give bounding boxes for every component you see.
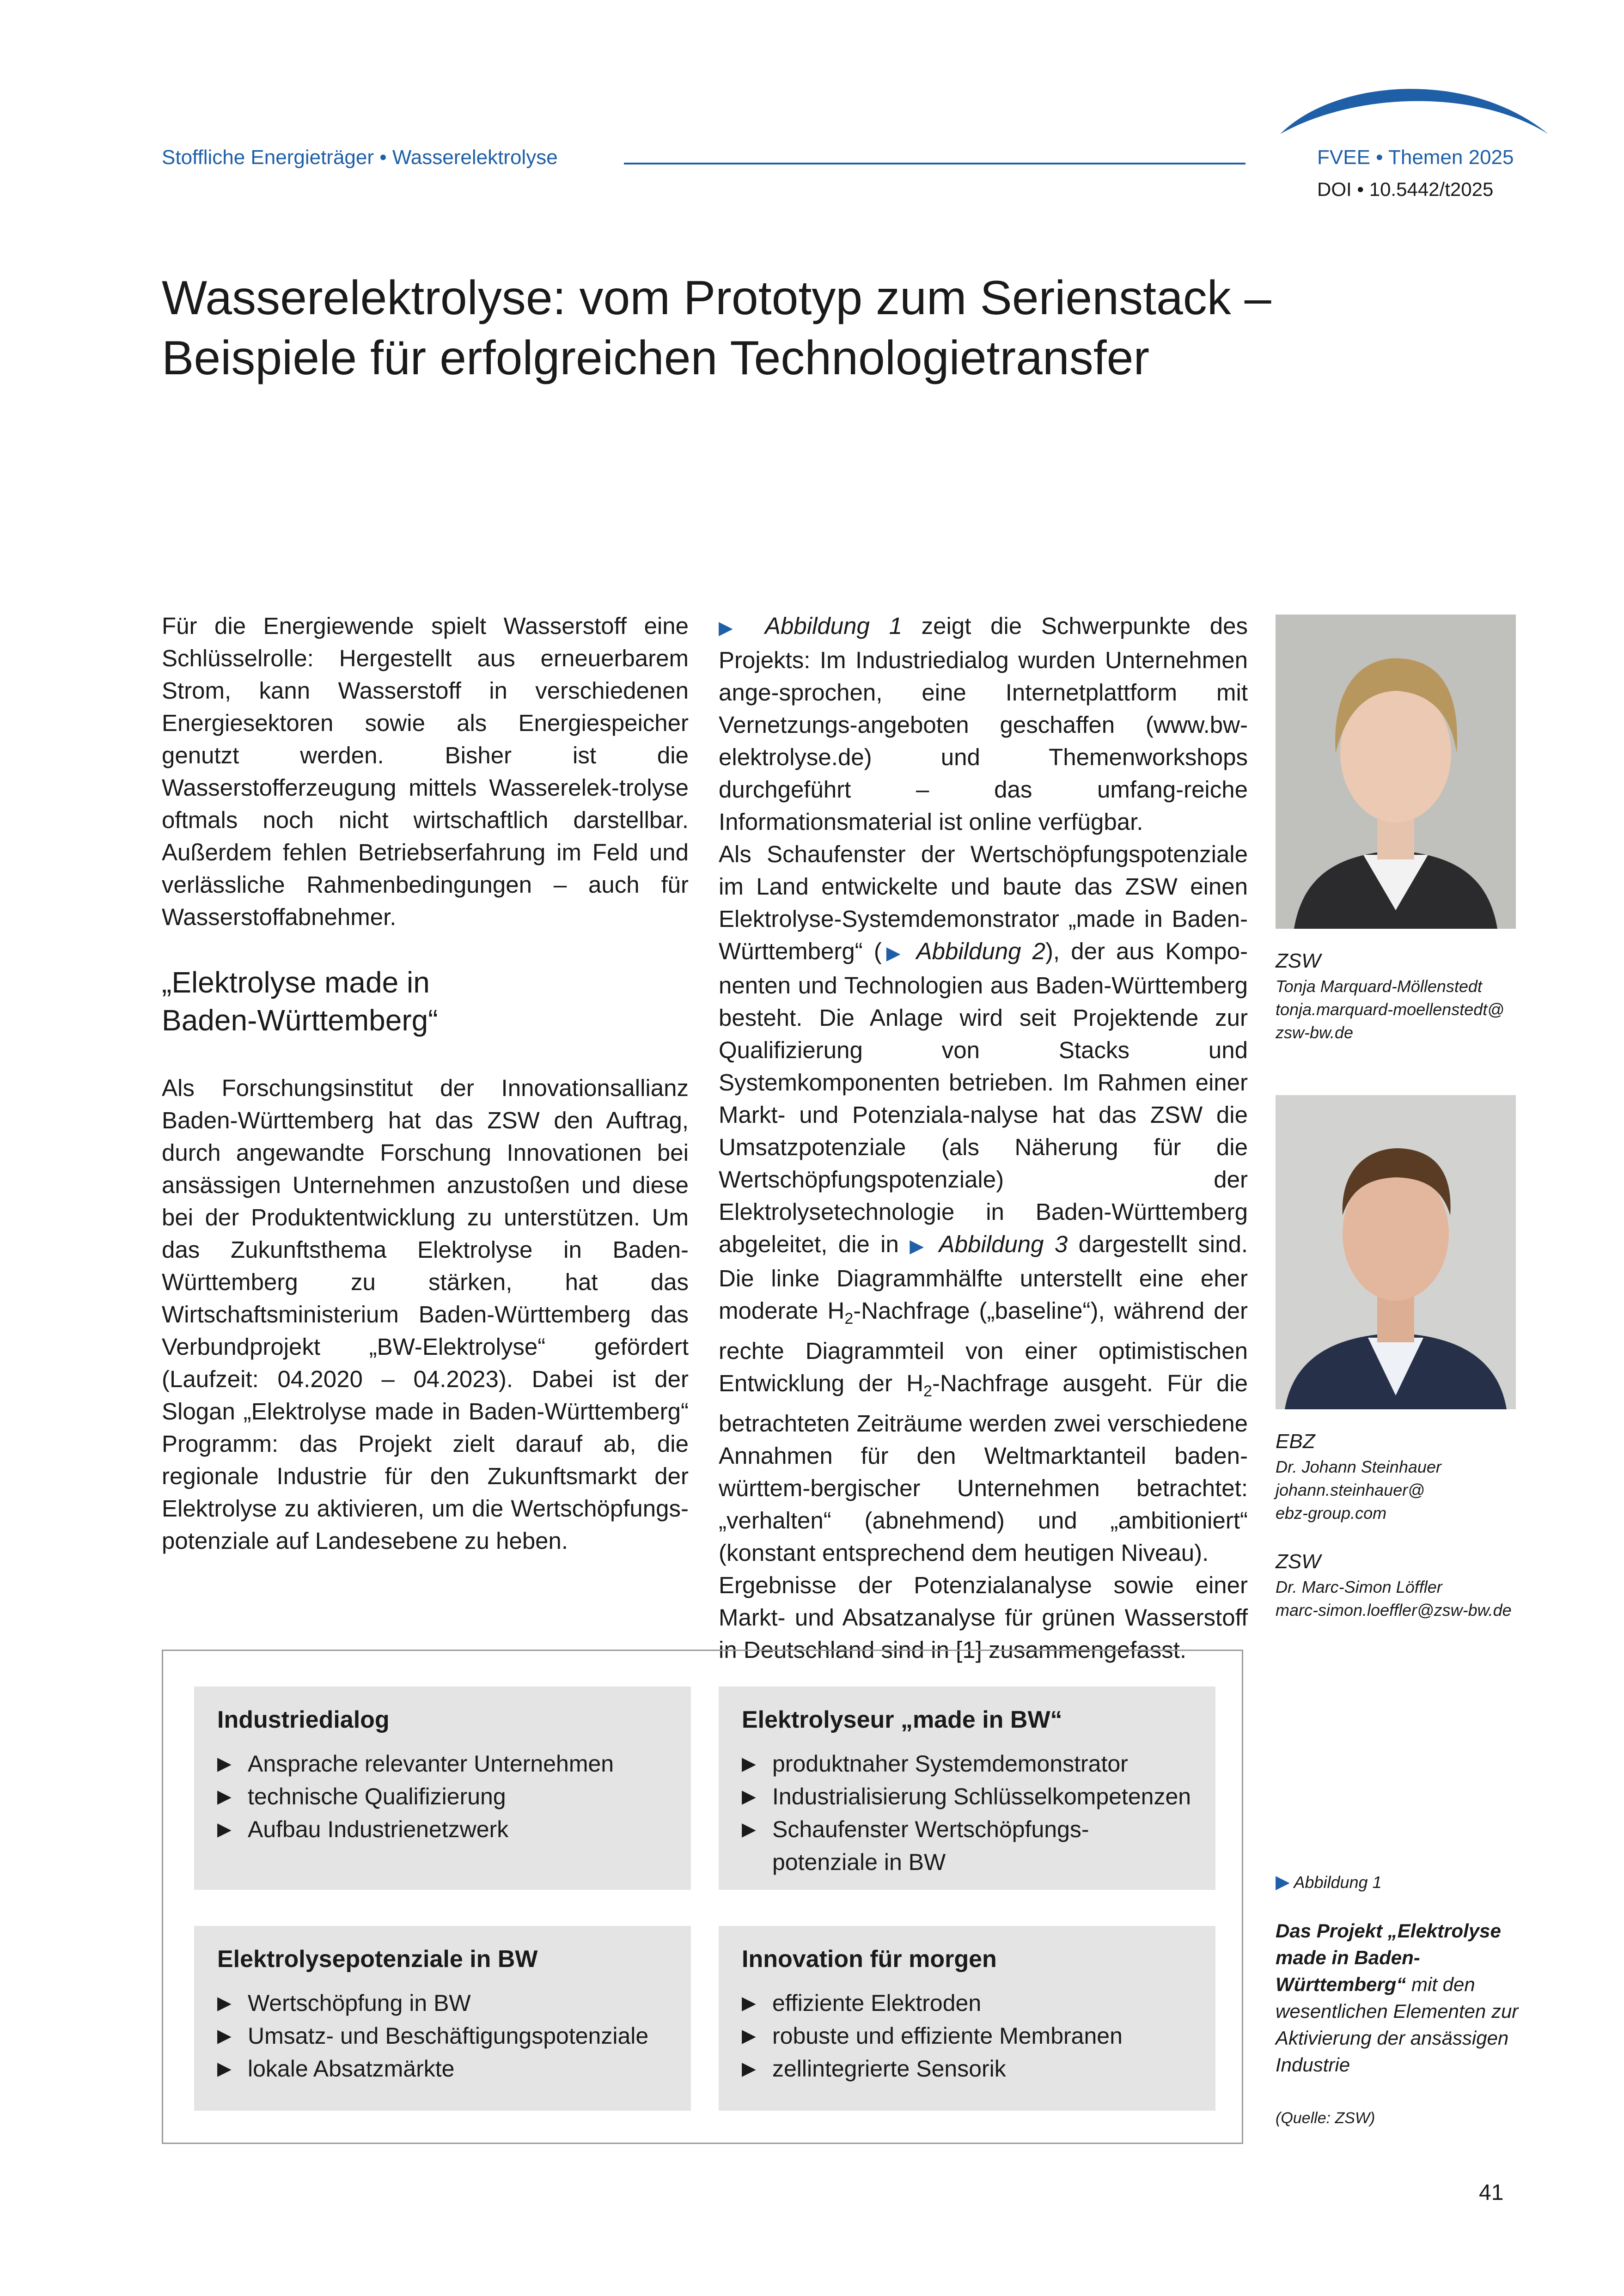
column-2-paragraph-1 (719, 610, 1248, 838)
figure-ref-3[interactable]: Abbildung 3 (939, 1231, 1068, 1257)
article-title (162, 268, 1317, 388)
author-email[interactable]: tonja.marquard-moellenstedt@ (1276, 1000, 1504, 1019)
subheading (162, 963, 689, 1039)
header-arc-logo (1276, 69, 1553, 143)
p2-text-d: -Nachfrage („baseline“), während der rechte Diagrammteil von einer optimistischen Entwicklung der H (719, 1297, 1248, 1397)
author-email[interactable]: johann.steinhauer@ (1276, 1480, 1425, 1499)
intro-paragraph: Für die Energiewende spielt Wasserstoff eine Schlüsselrolle: Hergestellt aus erneuerbarem Strom, kann Wasserstoff in verschiedenen Energiesektoren sowie als Energiespeicher genutzt werden. Bisher ist die Wasserstofferzeugung mittels Wasserelek-trolyse oftmals noch nicht wirtschaftlich darstellbar. Außerdem fehlen Betriebserfahrung im Feld und verlässliche Rahmenbedingungen – auch für Wasserstoffabnehmer. (162, 613, 689, 930)
triangle-bullet-icon: ▶ (742, 1786, 756, 1807)
card-list (217, 1987, 668, 2085)
list-item: ▶ technische Qualifizierung (217, 1780, 668, 1813)
triangle-bullet-icon: ▶ (742, 1993, 756, 2013)
triangle-bullet-icon: ▶ (742, 1819, 756, 1839)
title-line-2: Beispiele für erfolgreichen Technologietransfer (162, 331, 1150, 385)
figure-source: (Quelle: ZSW) (1276, 2109, 1375, 2127)
author-name: Dr. Marc-Simon Löffler (1276, 1577, 1442, 1596)
column-2-paragraph-2 (719, 838, 1248, 1569)
list-item: ▶ zellintegrierte Sensorik (742, 2052, 1192, 2085)
arrow-right-icon: ▶ (719, 618, 746, 638)
card-list (742, 1987, 1192, 2085)
list-item: ▶ produktnaher Systemdemonstrator (742, 1748, 1192, 1780)
subheading-line-1: „Elektrolyse made in (162, 966, 430, 999)
triangle-bullet-icon: ▶ (217, 1786, 232, 1807)
p1-text: zeigt die Schwerpunkte des Projekts: Im Industriedialog wurden Unternehmen ange-sprochen, eine Internetplattform mit Vernetzungs-angeboten geschaffen (www.bw-elektrolyse.de) und Themenworkshops durchgeführt – das umfang-reiche Informationsmaterial ist online verfügbar. (719, 613, 1248, 835)
author-org: EBZ (1276, 1430, 1315, 1453)
list-item: ▶ Ansprache relevanter Unternehmen (217, 1748, 668, 1780)
header-section-label: Stoffliche Energieträger • Wasserelektrolyse (162, 146, 558, 169)
arrow-right-icon: ▶ (881, 943, 905, 963)
list-item: ▶ Wertschöpfung in BW (217, 1987, 668, 2020)
arrow-right-icon: ▶ (910, 1236, 928, 1256)
card-title: Innovation für morgen (742, 1946, 997, 1973)
list-item: ▶ robuste und effiziente Membranen (742, 2020, 1192, 2052)
triangle-bullet-icon: ▶ (217, 2058, 232, 2079)
figure-card-industriedialog (194, 1687, 691, 1890)
caption-ref-label: Abbildung 1 (1294, 1873, 1382, 1892)
author-block-3 (1276, 1548, 1534, 1622)
list-item: ▶ Umsatz- und Beschäftigungspotenziale (217, 2020, 668, 2052)
author-photo-2 (1276, 1095, 1516, 1409)
triangle-bullet-icon: ▶ (217, 2026, 232, 2046)
caption-rest: mit den wesentlichen Elementen zur Aktivierung der ansässigen Industrie (1276, 1973, 1519, 2076)
body-paragraph: Als Forschungsinstitut der Innovationsallianz Baden-Württemberg hat das ZSW den Auftrag, durch angewandte Forschung Innovationen bei ansässigen Unternehmen anzustoßen und diese bei der Produktentwicklung zu unterstützen. Um das Zukunftsthema Elektrolyse in Baden-Württemberg zu stärken, hat das Wirtschaftsministerium Baden-Württemberg das Verbundprojekt „BW-Elektrolyse“ gefördert (Laufzeit: 04.2020 – 04.2023). Dabei ist der Slogan „Elektrolyse made in Baden-Württemberg“ Programm: das Projekt zielt darauf ab, die regionale Industrie für den Zukunftsmarkt der Elektrolyse zu aktivieren, um die Wertschöpfungs-potenziale auf Landesebene zu heben. (162, 1075, 689, 1554)
author-name: Dr. Johann Steinhauer (1276, 1457, 1441, 1476)
p2-text-b: ), der aus Kompo-nenten und Technologien aus Baden-Württemberg besteht. Die Anlage wird seit Projektende zur Qualifizierung von Stacks und Systemkomponenten betrieben. Im Rahmen einer Markt- und Potenziala-nalyse hat das ZSW die Umsatzpotenziale (als Näherung für die Wertschöpfungspotenziale) der Elektrolysetechnologie in Baden-Württemberg abgeleitet, die in (719, 938, 1248, 1257)
triangle-bullet-icon: ▶ (217, 1819, 232, 1839)
author-email-cont[interactable]: zsw-bw.de (1276, 1023, 1354, 1042)
figure-card-elektrolyseur (719, 1687, 1215, 1890)
figure-caption (1276, 1918, 1534, 2078)
author-org: ZSW (1276, 950, 1321, 972)
header-rule (624, 163, 1245, 164)
arrow-right-icon: ▶ (1276, 1872, 1290, 1892)
subheading-line-2: Baden-Württemberg“ (162, 1004, 438, 1037)
list-item: ▶ Aufbau Industrienetzwerk (217, 1813, 668, 1846)
figure-card-innovation (719, 1926, 1215, 2111)
triangle-bullet-icon: ▶ (742, 2026, 756, 2046)
card-title: Elektrolyseur „made in BW“ (742, 1706, 1062, 1733)
header-publication: FVEE • Themen 2025 (1317, 146, 1514, 169)
p2-text-a: Als Schaufenster der Wertschöpfungspotenziale im Land entwickelte und baute das ZSW einen Elektrolyse-Systemdemonstrator „made in Baden-Württemberg“ ( (719, 841, 1248, 964)
triangle-bullet-icon: ▶ (742, 2058, 756, 2079)
p2-text-c: dargestellt sind. Die linke Diagrammhälfte unterstellt eine eher moderate H (719, 1231, 1248, 1324)
column-1-intro (162, 610, 689, 933)
list-item: ▶ effiziente Elektroden (742, 1987, 1192, 2020)
header-doi: DOI • 10.5442/t2025 (1317, 178, 1494, 200)
p2-text-e: -Nachfrage ausgeht. Für die betrachteten Zeiträume werden zwei verschiedene Annahmen für den Weltmarktanteil baden-württem-bergischer Unternehmen betrachtet: „verhalten“ (abnehmend) und „ambitioniert“ (konstant entsprechend dem heutigen Niveau). (719, 1370, 1248, 1566)
subscript-2: 2 (844, 1310, 854, 1328)
column-2-paragraph-3: Ergebnisse der Potenzialanalyse sowie einer Markt- und Absatzanalyse für grünen Wasserstoff in Deutschland sind in [1] zusammengefasst. (719, 1572, 1248, 1663)
triangle-bullet-icon: ▶ (217, 1754, 232, 1774)
triangle-bullet-icon: ▶ (742, 1754, 756, 1774)
author-email[interactable]: marc-simon.loeffler@zsw-bw.de (1276, 1601, 1512, 1620)
figure-ref-1[interactable]: Abbildung 1 (765, 613, 902, 639)
column-1-body (162, 1072, 689, 1557)
list-item: ▶ Industrialisierung Schlüsselkompetenzen (742, 1780, 1192, 1813)
caption-bold: Das Projekt „Elektrolyse made in Baden-Württemberg“ (1276, 1920, 1501, 1995)
author-photo-1 (1276, 615, 1516, 929)
figure-ref-2[interactable]: Abbildung 2 (916, 938, 1045, 964)
figure-card-elektrolysepotenziale (194, 1926, 691, 2111)
author-name: Tonja Marquard-Möllenstedt (1276, 977, 1482, 996)
caption-figure-ref (1276, 1871, 1382, 1893)
list-item-continuation: potenziale in BW (772, 1849, 946, 1875)
card-title: Industriedialog (217, 1706, 390, 1733)
list-item: ▶ Schaufenster Wertschöpfungs- (742, 1813, 1192, 1846)
card-list (217, 1748, 668, 1846)
author-org: ZSW (1276, 1550, 1321, 1573)
author-block-2 (1276, 1428, 1534, 1525)
triangle-bullet-icon: ▶ (217, 1993, 232, 2013)
title-line-1: Wasserelektrolyse: vom Prototyp zum Serienstack – (162, 271, 1271, 325)
subscript-2: 2 (923, 1382, 932, 1401)
card-title: Elektrolysepotenziale in BW (217, 1946, 538, 1973)
list-item: ▶ lokale Absatzmärkte (217, 2052, 668, 2085)
column-2 (719, 610, 1248, 1666)
author-email-cont[interactable]: ebz-group.com (1276, 1504, 1387, 1523)
author-block-1 (1276, 947, 1534, 1044)
card-list (742, 1748, 1192, 1879)
page-number: 41 (1479, 2180, 1504, 2205)
